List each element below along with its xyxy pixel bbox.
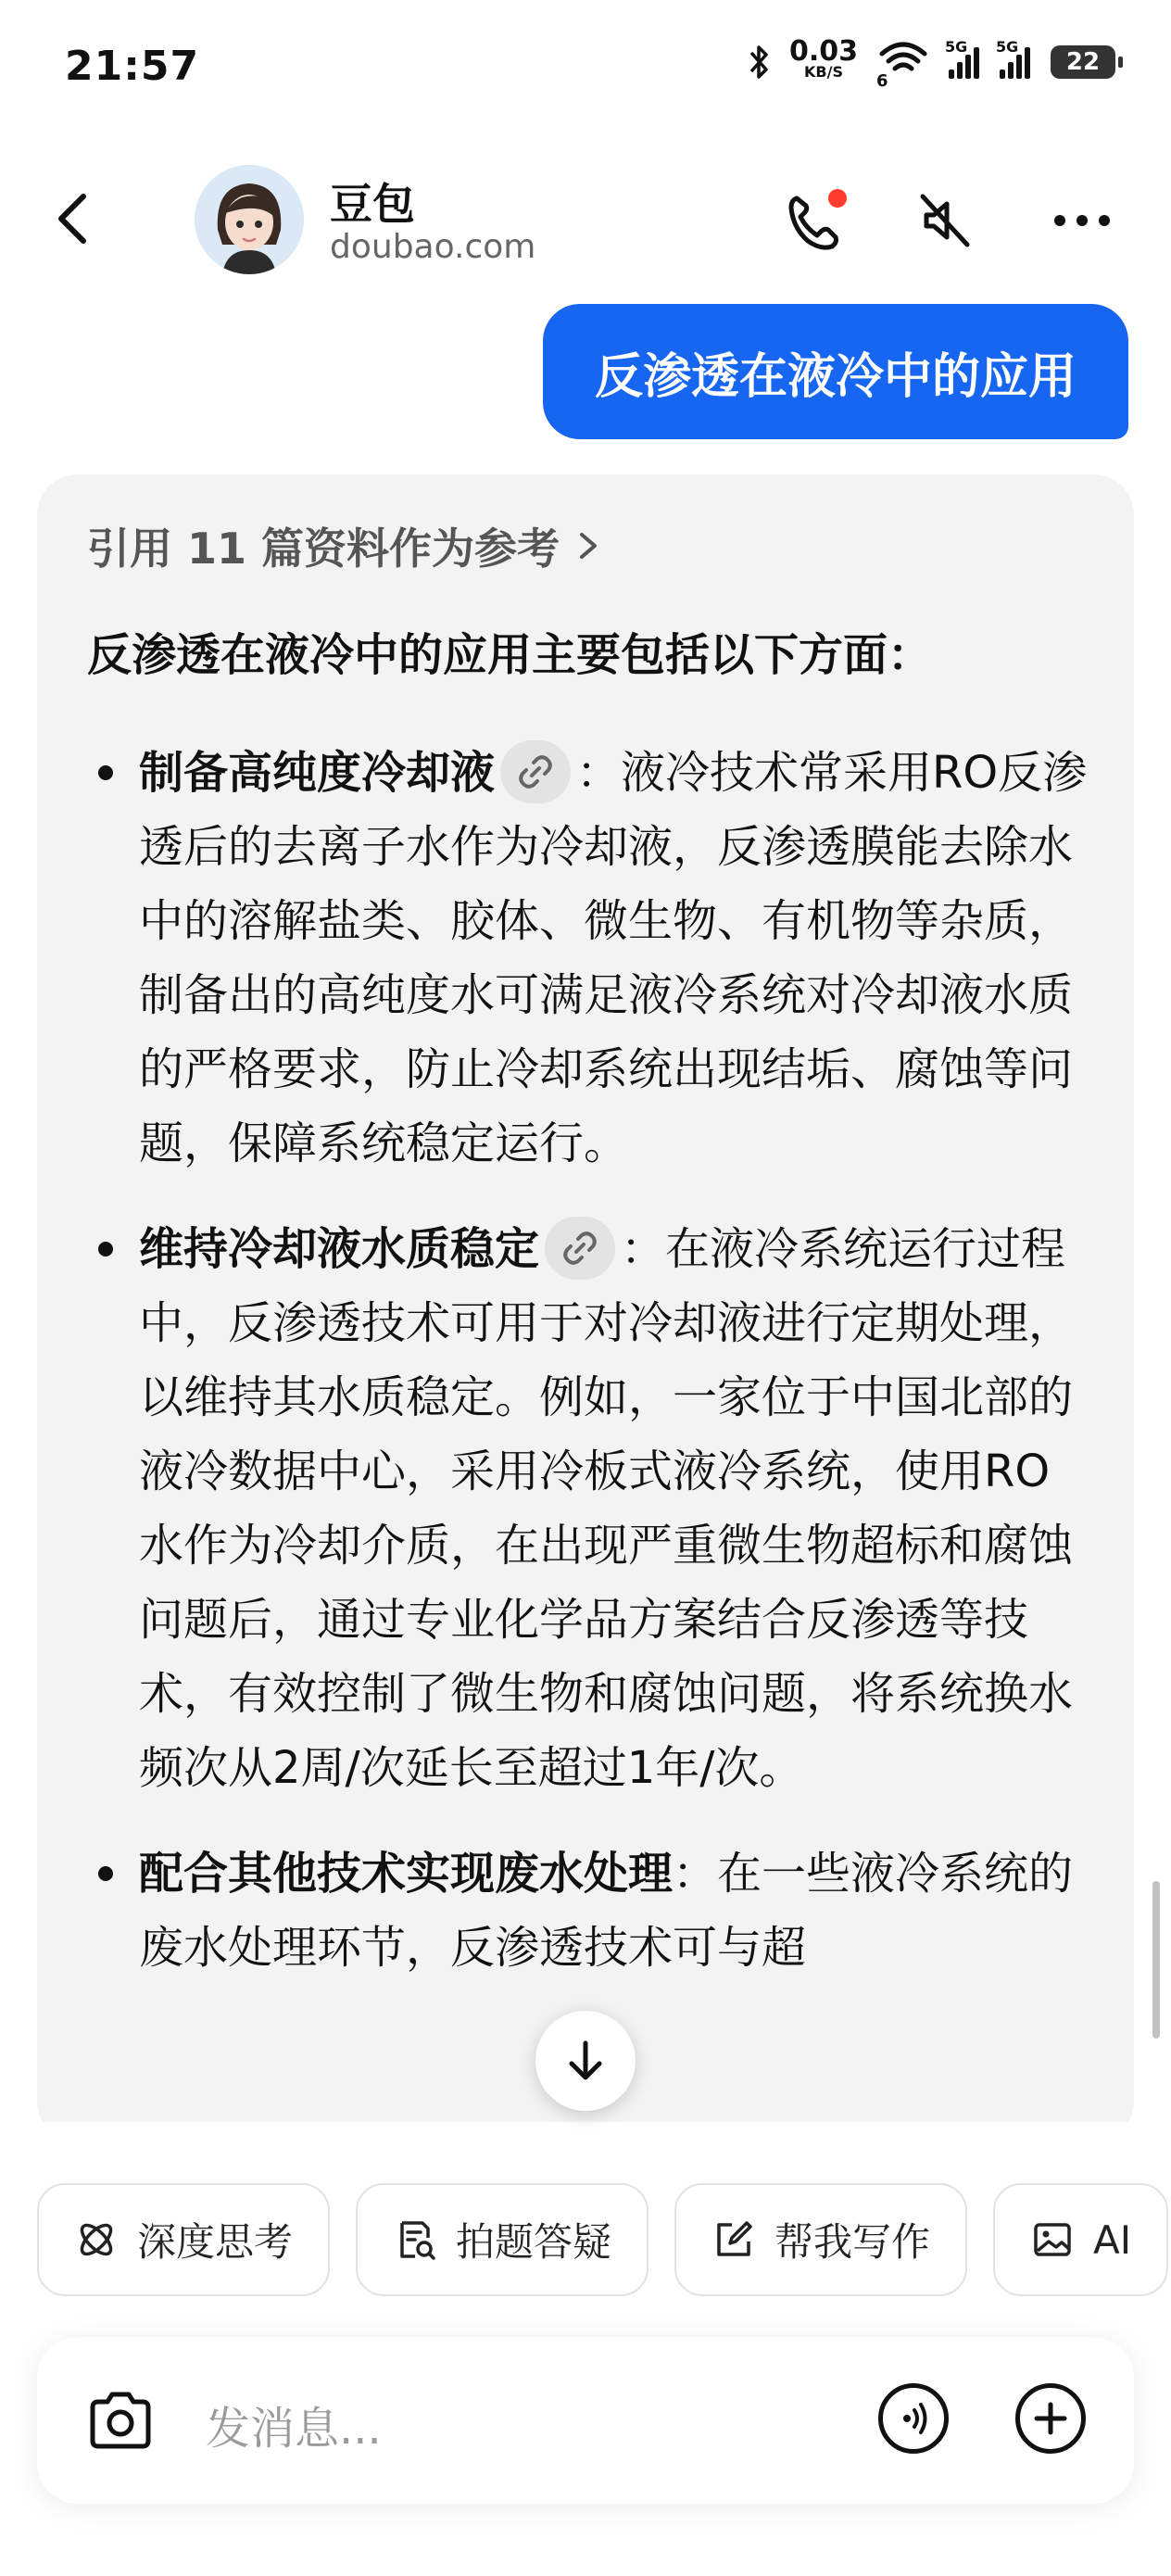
quick-action-deep-think[interactable] bbox=[37, 2183, 330, 2296]
quick-action-photo-question[interactable] bbox=[356, 2183, 648, 2296]
list-item-body: ：在一些液冷系统的废水处理环节，反渗透技术可与超 bbox=[139, 1848, 1074, 1974]
sim2-tag: 5G bbox=[996, 38, 1019, 56]
list-item bbox=[87, 1837, 1088, 1985]
quick-action-label: 帮我写作 bbox=[774, 2219, 931, 2265]
image-icon bbox=[1030, 2217, 1075, 2262]
phone-icon[interactable] bbox=[780, 185, 850, 256]
arrow-down-icon bbox=[564, 2038, 607, 2084]
mute-icon[interactable] bbox=[910, 185, 980, 256]
link-icon bbox=[561, 1230, 598, 1267]
chevron-right-icon bbox=[576, 527, 600, 564]
list-item bbox=[87, 736, 1088, 1181]
scroll-to-bottom-button[interactable] bbox=[535, 2011, 636, 2111]
battery-indicator: 22 bbox=[1051, 45, 1115, 79]
quick-actions bbox=[37, 2183, 1168, 2294]
list-item-title: 制备高纯度冷却液 bbox=[139, 747, 496, 799]
assistant-answer-card bbox=[37, 474, 1134, 2142]
list-item-title: 配合其他技术实现废水处理 bbox=[139, 1848, 674, 1900]
user-message-bubble[interactable]: 反渗透在液冷中的应用 bbox=[543, 304, 1128, 439]
source-link-chip[interactable] bbox=[545, 1217, 615, 1280]
content-clip-edge bbox=[0, 2122, 1171, 2148]
citation-label: 引用 11 篇资料作为参考 bbox=[87, 524, 560, 574]
plus-icon bbox=[1020, 2388, 1081, 2449]
message-input[interactable]: 发消息... bbox=[206, 2403, 382, 2455]
link-icon bbox=[517, 753, 554, 790]
call-badge bbox=[828, 189, 847, 208]
list-item-body: ：在液冷系统运行过程中，反渗透技术可用于对冷却液进行定期处理，以维持其水质稳定。例如，一家位于中国北部的液冷数据中心，采用冷板式液冷系统，使用RO水作为冷却介质，在出现严重微生物超标和腐蚀问题后，通过专业化学品方案结合反渗透等技术，有效控制了微生物和腐蚀问题，将系统换水频次从2周/次延长至超过1年/次。 bbox=[139, 1223, 1074, 1794]
scan-question-icon bbox=[393, 2217, 437, 2262]
quick-action-label: 拍题答疑 bbox=[456, 2219, 612, 2265]
signal-sim1 bbox=[945, 38, 979, 79]
wifi-tag: 6 bbox=[876, 71, 888, 91]
add-attachment-button[interactable] bbox=[1015, 2383, 1086, 2454]
more-icon[interactable] bbox=[1047, 185, 1117, 256]
list-item-title: 维持冷却液水质稳定 bbox=[139, 1223, 540, 1275]
bot-domain: doubao.com bbox=[330, 228, 536, 266]
citation-link[interactable] bbox=[87, 515, 600, 576]
chat-header bbox=[0, 148, 1171, 287]
sim1-tag: 5G bbox=[945, 38, 968, 56]
status-time: 21:57 bbox=[65, 43, 200, 90]
quick-action-label: 深度思考 bbox=[137, 2219, 294, 2265]
net-speed-value: 0.03 bbox=[788, 35, 858, 68]
status-bar bbox=[0, 0, 1171, 139]
voice-button[interactable] bbox=[878, 2383, 949, 2454]
quick-action-label: AI bbox=[1093, 2216, 1132, 2263]
source-link-chip[interactable] bbox=[500, 740, 571, 803]
voice-wave-icon bbox=[883, 2388, 944, 2449]
quick-action-help-write[interactable] bbox=[674, 2183, 967, 2296]
scrollbar[interactable] bbox=[1152, 1881, 1160, 2039]
pen-square-icon bbox=[711, 2217, 756, 2262]
answer-list bbox=[87, 736, 1088, 2016]
camera-icon[interactable] bbox=[85, 2385, 156, 2456]
back-icon[interactable] bbox=[46, 185, 102, 252]
quick-action-ai-image[interactable] bbox=[993, 2183, 1168, 2296]
bot-name: 豆包 bbox=[330, 179, 415, 229]
atom-icon bbox=[74, 2217, 119, 2262]
wifi-indicator bbox=[876, 41, 928, 91]
signal-sim2 bbox=[996, 38, 1030, 79]
net-speed-unit: KB/S bbox=[804, 63, 843, 81]
avatar-illustration-icon bbox=[195, 165, 304, 274]
bluetooth-icon bbox=[749, 44, 769, 81]
list-item-body: ：液冷技术常采用RO反渗透后的去离子水作为冷却液，反渗透膜能去除水中的溶解盐类、胶体、微生物、有机物等杂质，制备出的高纯度水可满足液冷系统对冷却液水质的严格要求，防止冷却系统出现结垢、腐蚀等问题，保障系统稳定运行。 bbox=[139, 747, 1088, 1169]
message-composer bbox=[37, 2337, 1134, 2504]
list-item bbox=[87, 1212, 1088, 1805]
avatar[interactable] bbox=[195, 165, 304, 274]
answer-intro: 反渗透在液冷中的应用主要包括以下方面： bbox=[87, 629, 933, 681]
status-icons bbox=[749, 35, 1115, 91]
net-speed bbox=[788, 35, 858, 82]
